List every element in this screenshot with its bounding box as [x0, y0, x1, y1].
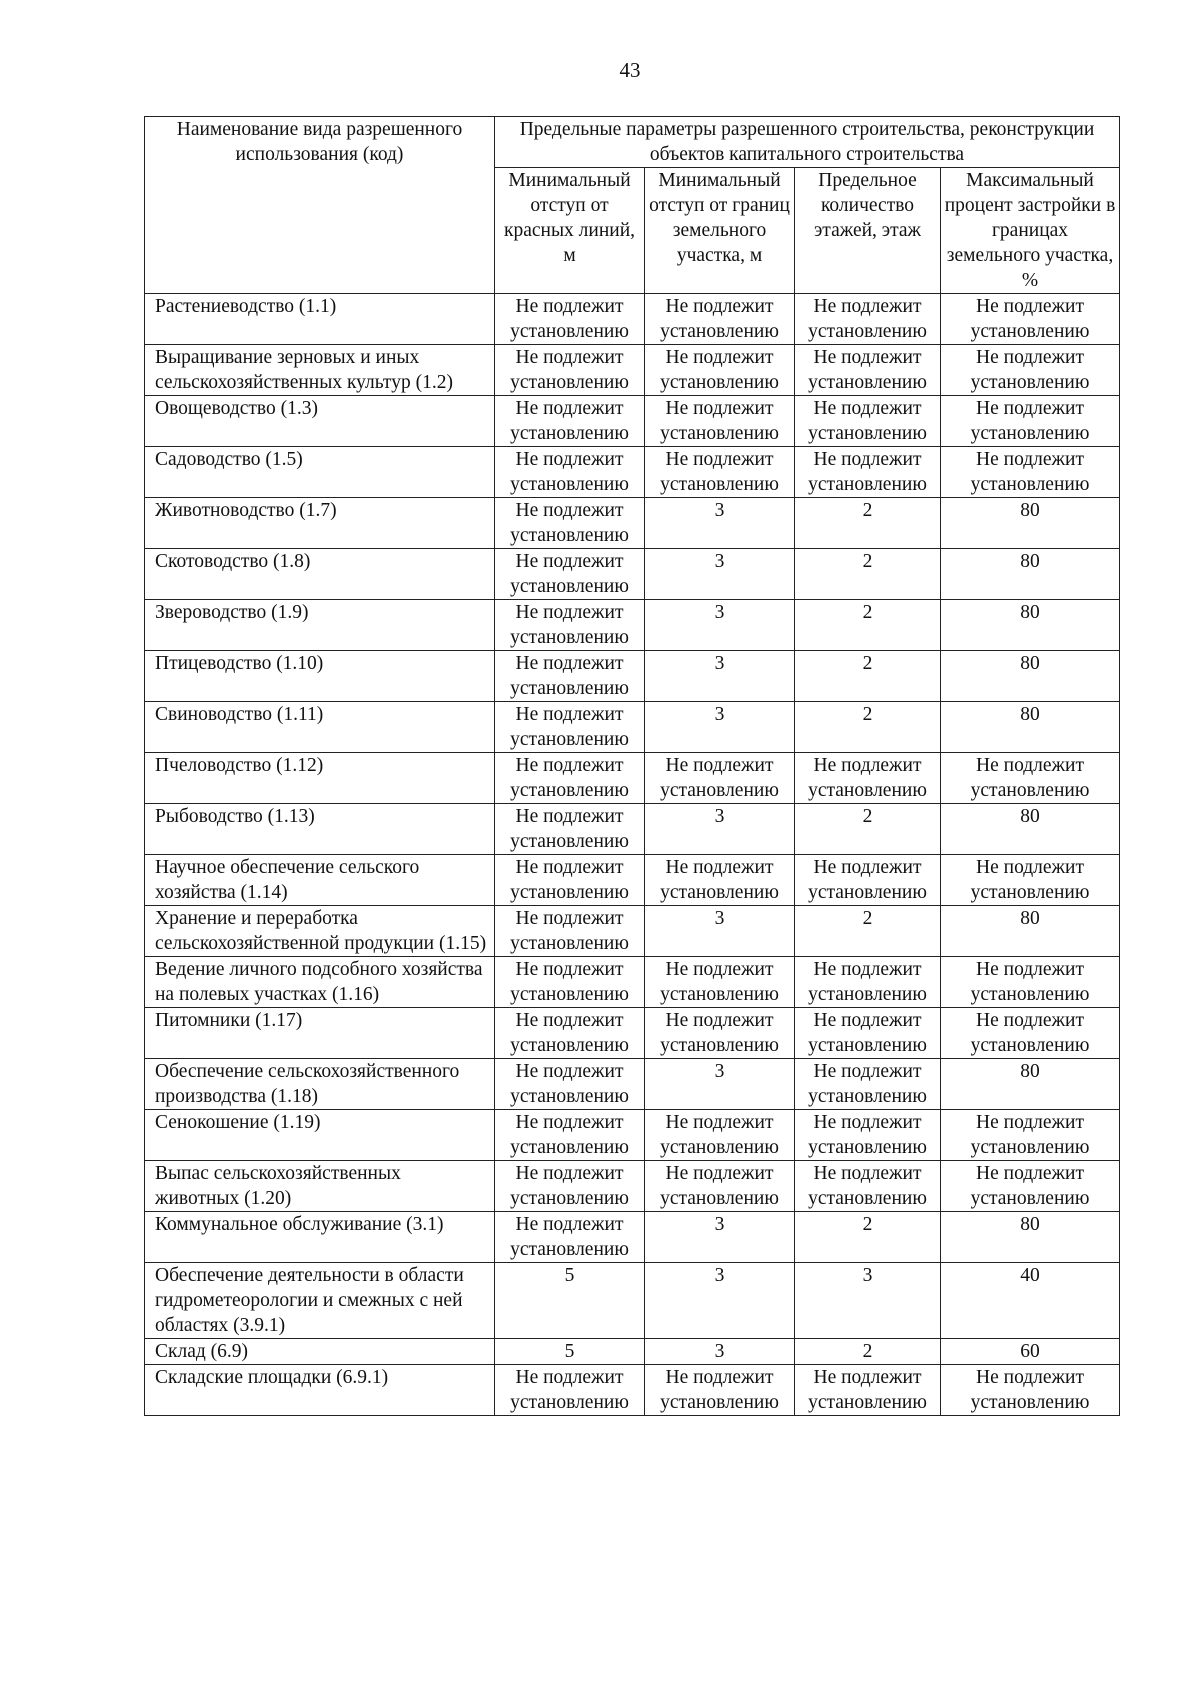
value-cell-floors: Не подлежит установлению [795, 396, 941, 447]
table-row [145, 1339, 1120, 1365]
value-cell-coverage: Не подлежит установлению [941, 396, 1120, 447]
value-cell-red-line-setback: Не подлежит установлению [495, 345, 645, 396]
value-cell-coverage: Не подлежит установлению [941, 855, 1120, 906]
table-row [145, 957, 1120, 1008]
value-cell-red-line-setback: Не подлежит установлению [495, 1008, 645, 1059]
value-cell-coverage: 80 [941, 600, 1120, 651]
value-cell-red-line-setback: Не подлежит установлению [495, 447, 645, 498]
parameters-table [144, 116, 1120, 1416]
value-cell-boundary-setback: Не подлежит установлению [645, 753, 795, 804]
land-use-name-cell: Растениеводство (1.1) [145, 294, 495, 345]
value-cell-coverage: 40 [941, 1263, 1120, 1339]
table-body [145, 294, 1120, 1416]
value-cell-red-line-setback: Не подлежит установлению [495, 804, 645, 855]
value-cell-boundary-setback: 3 [645, 600, 795, 651]
value-cell-floors: Не подлежит установлению [795, 1008, 941, 1059]
land-use-name-cell: Свиноводство (1.11) [145, 702, 495, 753]
value-cell-floors: Не подлежит установлению [795, 1110, 941, 1161]
value-cell-floors: Не подлежит установлению [795, 1365, 941, 1416]
value-cell-boundary-setback: Не подлежит установлению [645, 294, 795, 345]
parameters-group-header: Предельные параметры разрешенного строительства, реконструкции объектов капитального строительства [495, 117, 1120, 168]
value-cell-red-line-setback: Не подлежит установлению [495, 1365, 645, 1416]
value-cell-red-line-setback: Не подлежит установлению [495, 600, 645, 651]
value-cell-coverage: Не подлежит установлению [941, 1110, 1120, 1161]
column-header-red-line-setback: Минимальный отступ от красных линий, м [495, 168, 645, 294]
land-use-name-cell: Склад (6.9) [145, 1339, 495, 1365]
name-column-header: Наименование вида разрешенного использования (код) [145, 117, 495, 294]
value-cell-boundary-setback: 3 [645, 1339, 795, 1365]
land-use-name-cell: Обеспечение деятельности в области гидрометеорологии и смежных с ней областях (3.9.1) [145, 1263, 495, 1339]
land-use-name-cell: Ведение личного подсобного хозяйства на полевых участках (1.16) [145, 957, 495, 1008]
land-use-name-cell: Научное обеспечение сельского хозяйства (1.14) [145, 855, 495, 906]
land-use-name-cell: Питомники (1.17) [145, 1008, 495, 1059]
value-cell-coverage: Не подлежит установлению [941, 1008, 1120, 1059]
value-cell-coverage: 80 [941, 651, 1120, 702]
land-use-name-cell: Животноводство (1.7) [145, 498, 495, 549]
value-cell-red-line-setback: Не подлежит установлению [495, 855, 645, 906]
value-cell-boundary-setback: 3 [645, 498, 795, 549]
table-row [145, 1110, 1120, 1161]
value-cell-boundary-setback: Не подлежит установлению [645, 396, 795, 447]
value-cell-red-line-setback: Не подлежит установлению [495, 957, 645, 1008]
value-cell-red-line-setback: Не подлежит установлению [495, 651, 645, 702]
value-cell-red-line-setback: 5 [495, 1263, 645, 1339]
land-use-name-cell: Хранение и переработка сельскохозяйственной продукции (1.15) [145, 906, 495, 957]
value-cell-floors: 2 [795, 1212, 941, 1263]
table-row [145, 753, 1120, 804]
value-cell-floors: Не подлежит установлению [795, 447, 941, 498]
value-cell-red-line-setback: Не подлежит установлению [495, 702, 645, 753]
value-cell-boundary-setback: Не подлежит установлению [645, 345, 795, 396]
value-cell-floors: 2 [795, 600, 941, 651]
value-cell-coverage: Не подлежит установлению [941, 1365, 1120, 1416]
value-cell-boundary-setback: Не подлежит установлению [645, 1008, 795, 1059]
value-cell-floors: Не подлежит установлению [795, 1161, 941, 1212]
value-cell-coverage: Не подлежит установлению [941, 294, 1120, 345]
value-cell-coverage: 80 [941, 906, 1120, 957]
column-header-floors: Предельное количество этажей, этаж [795, 168, 941, 294]
value-cell-red-line-setback: Не подлежит установлению [495, 1059, 645, 1110]
value-cell-coverage: 80 [941, 549, 1120, 600]
land-use-name-cell: Овощеводство (1.3) [145, 396, 495, 447]
column-header-coverage: Максимальный процент застройки в границах земельного участка, % [941, 168, 1120, 294]
value-cell-boundary-setback: 3 [645, 804, 795, 855]
page-number: 43 [619, 58, 641, 82]
value-cell-red-line-setback: Не подлежит установлению [495, 1161, 645, 1212]
value-cell-floors: Не подлежит установлению [795, 345, 941, 396]
table-row [145, 1161, 1120, 1212]
land-use-name-cell: Звероводство (1.9) [145, 600, 495, 651]
value-cell-floors: Не подлежит установлению [795, 855, 941, 906]
value-cell-coverage: Не подлежит установлению [941, 447, 1120, 498]
table-row [145, 1008, 1120, 1059]
value-cell-coverage: 80 [941, 498, 1120, 549]
value-cell-floors: Не подлежит установлению [795, 957, 941, 1008]
table-row [145, 600, 1120, 651]
table-row [145, 1365, 1120, 1416]
value-cell-boundary-setback: 3 [645, 1212, 795, 1263]
value-cell-floors: Не подлежит установлению [795, 294, 941, 345]
value-cell-coverage: 80 [941, 804, 1120, 855]
value-cell-boundary-setback: Не подлежит установлению [645, 1161, 795, 1212]
value-cell-boundary-setback: Не подлежит установлению [645, 855, 795, 906]
table-row [145, 1263, 1120, 1339]
value-cell-boundary-setback: 3 [645, 651, 795, 702]
value-cell-red-line-setback: 5 [495, 1339, 645, 1365]
value-cell-boundary-setback: 3 [645, 1263, 795, 1339]
table-row [145, 804, 1120, 855]
value-cell-floors: Не подлежит установлению [795, 1059, 941, 1110]
value-cell-coverage: 80 [941, 1059, 1120, 1110]
value-cell-boundary-setback: 3 [645, 549, 795, 600]
table-row [145, 1212, 1120, 1263]
value-cell-red-line-setback: Не подлежит установлению [495, 1212, 645, 1263]
table-row [145, 906, 1120, 957]
value-cell-floors: 2 [795, 651, 941, 702]
table-row [145, 447, 1120, 498]
table-row [145, 345, 1120, 396]
value-cell-coverage: Не подлежит установлению [941, 753, 1120, 804]
value-cell-boundary-setback: 3 [645, 1059, 795, 1110]
land-use-name-cell: Пчеловодство (1.12) [145, 753, 495, 804]
value-cell-red-line-setback: Не подлежит установлению [495, 906, 645, 957]
value-cell-floors: 2 [795, 1339, 941, 1365]
value-cell-coverage: Не подлежит установлению [941, 957, 1120, 1008]
value-cell-floors: 3 [795, 1263, 941, 1339]
value-cell-red-line-setback: Не подлежит установлению [495, 1110, 645, 1161]
value-cell-boundary-setback: Не подлежит установлению [645, 1365, 795, 1416]
value-cell-red-line-setback: Не подлежит установлению [495, 753, 645, 804]
land-use-name-cell: Обеспечение сельскохозяйственного производства (1.18) [145, 1059, 495, 1110]
value-cell-red-line-setback: Не подлежит установлению [495, 294, 645, 345]
land-use-name-cell: Выпас сельскохозяйственных животных (1.20) [145, 1161, 495, 1212]
value-cell-red-line-setback: Не подлежит установлению [495, 396, 645, 447]
value-cell-coverage: Не подлежит установлению [941, 1161, 1120, 1212]
value-cell-floors: 2 [795, 804, 941, 855]
value-cell-red-line-setback: Не подлежит установлению [495, 549, 645, 600]
table-row [145, 702, 1120, 753]
value-cell-coverage: 60 [941, 1339, 1120, 1365]
value-cell-boundary-setback: Не подлежит установлению [645, 1110, 795, 1161]
value-cell-floors: Не подлежит установлению [795, 753, 941, 804]
land-use-name-cell: Выращивание зерновых и иных сельскохозяйственных культур (1.2) [145, 345, 495, 396]
table-row [145, 855, 1120, 906]
land-use-name-cell: Сенокошение (1.19) [145, 1110, 495, 1161]
value-cell-coverage: 80 [941, 1212, 1120, 1263]
table-header [145, 117, 1120, 294]
land-use-name-cell: Складские площадки (6.9.1) [145, 1365, 495, 1416]
value-cell-coverage: Не подлежит установлению [941, 345, 1120, 396]
value-cell-coverage: 80 [941, 702, 1120, 753]
land-use-name-cell: Птицеводство (1.10) [145, 651, 495, 702]
value-cell-red-line-setback: Не подлежит установлению [495, 498, 645, 549]
value-cell-floors: 2 [795, 702, 941, 753]
table-row [145, 294, 1120, 345]
table-row [145, 651, 1120, 702]
table-row [145, 396, 1120, 447]
land-use-name-cell: Садоводство (1.5) [145, 447, 495, 498]
land-use-name-cell: Скотоводство (1.8) [145, 549, 495, 600]
table-row [145, 498, 1120, 549]
land-use-name-cell: Коммунальное обслуживание (3.1) [145, 1212, 495, 1263]
value-cell-boundary-setback: Не подлежит установлению [645, 447, 795, 498]
column-header-boundary-setback: Минимальный отступ от границ земельного участка, м [645, 168, 795, 294]
value-cell-floors: 2 [795, 906, 941, 957]
value-cell-floors: 2 [795, 498, 941, 549]
table-row [145, 549, 1120, 600]
value-cell-boundary-setback: 3 [645, 906, 795, 957]
value-cell-floors: 2 [795, 549, 941, 600]
table-row [145, 1059, 1120, 1110]
value-cell-boundary-setback: 3 [645, 702, 795, 753]
value-cell-boundary-setback: Не подлежит установлению [645, 957, 795, 1008]
land-use-name-cell: Рыбоводство (1.13) [145, 804, 495, 855]
